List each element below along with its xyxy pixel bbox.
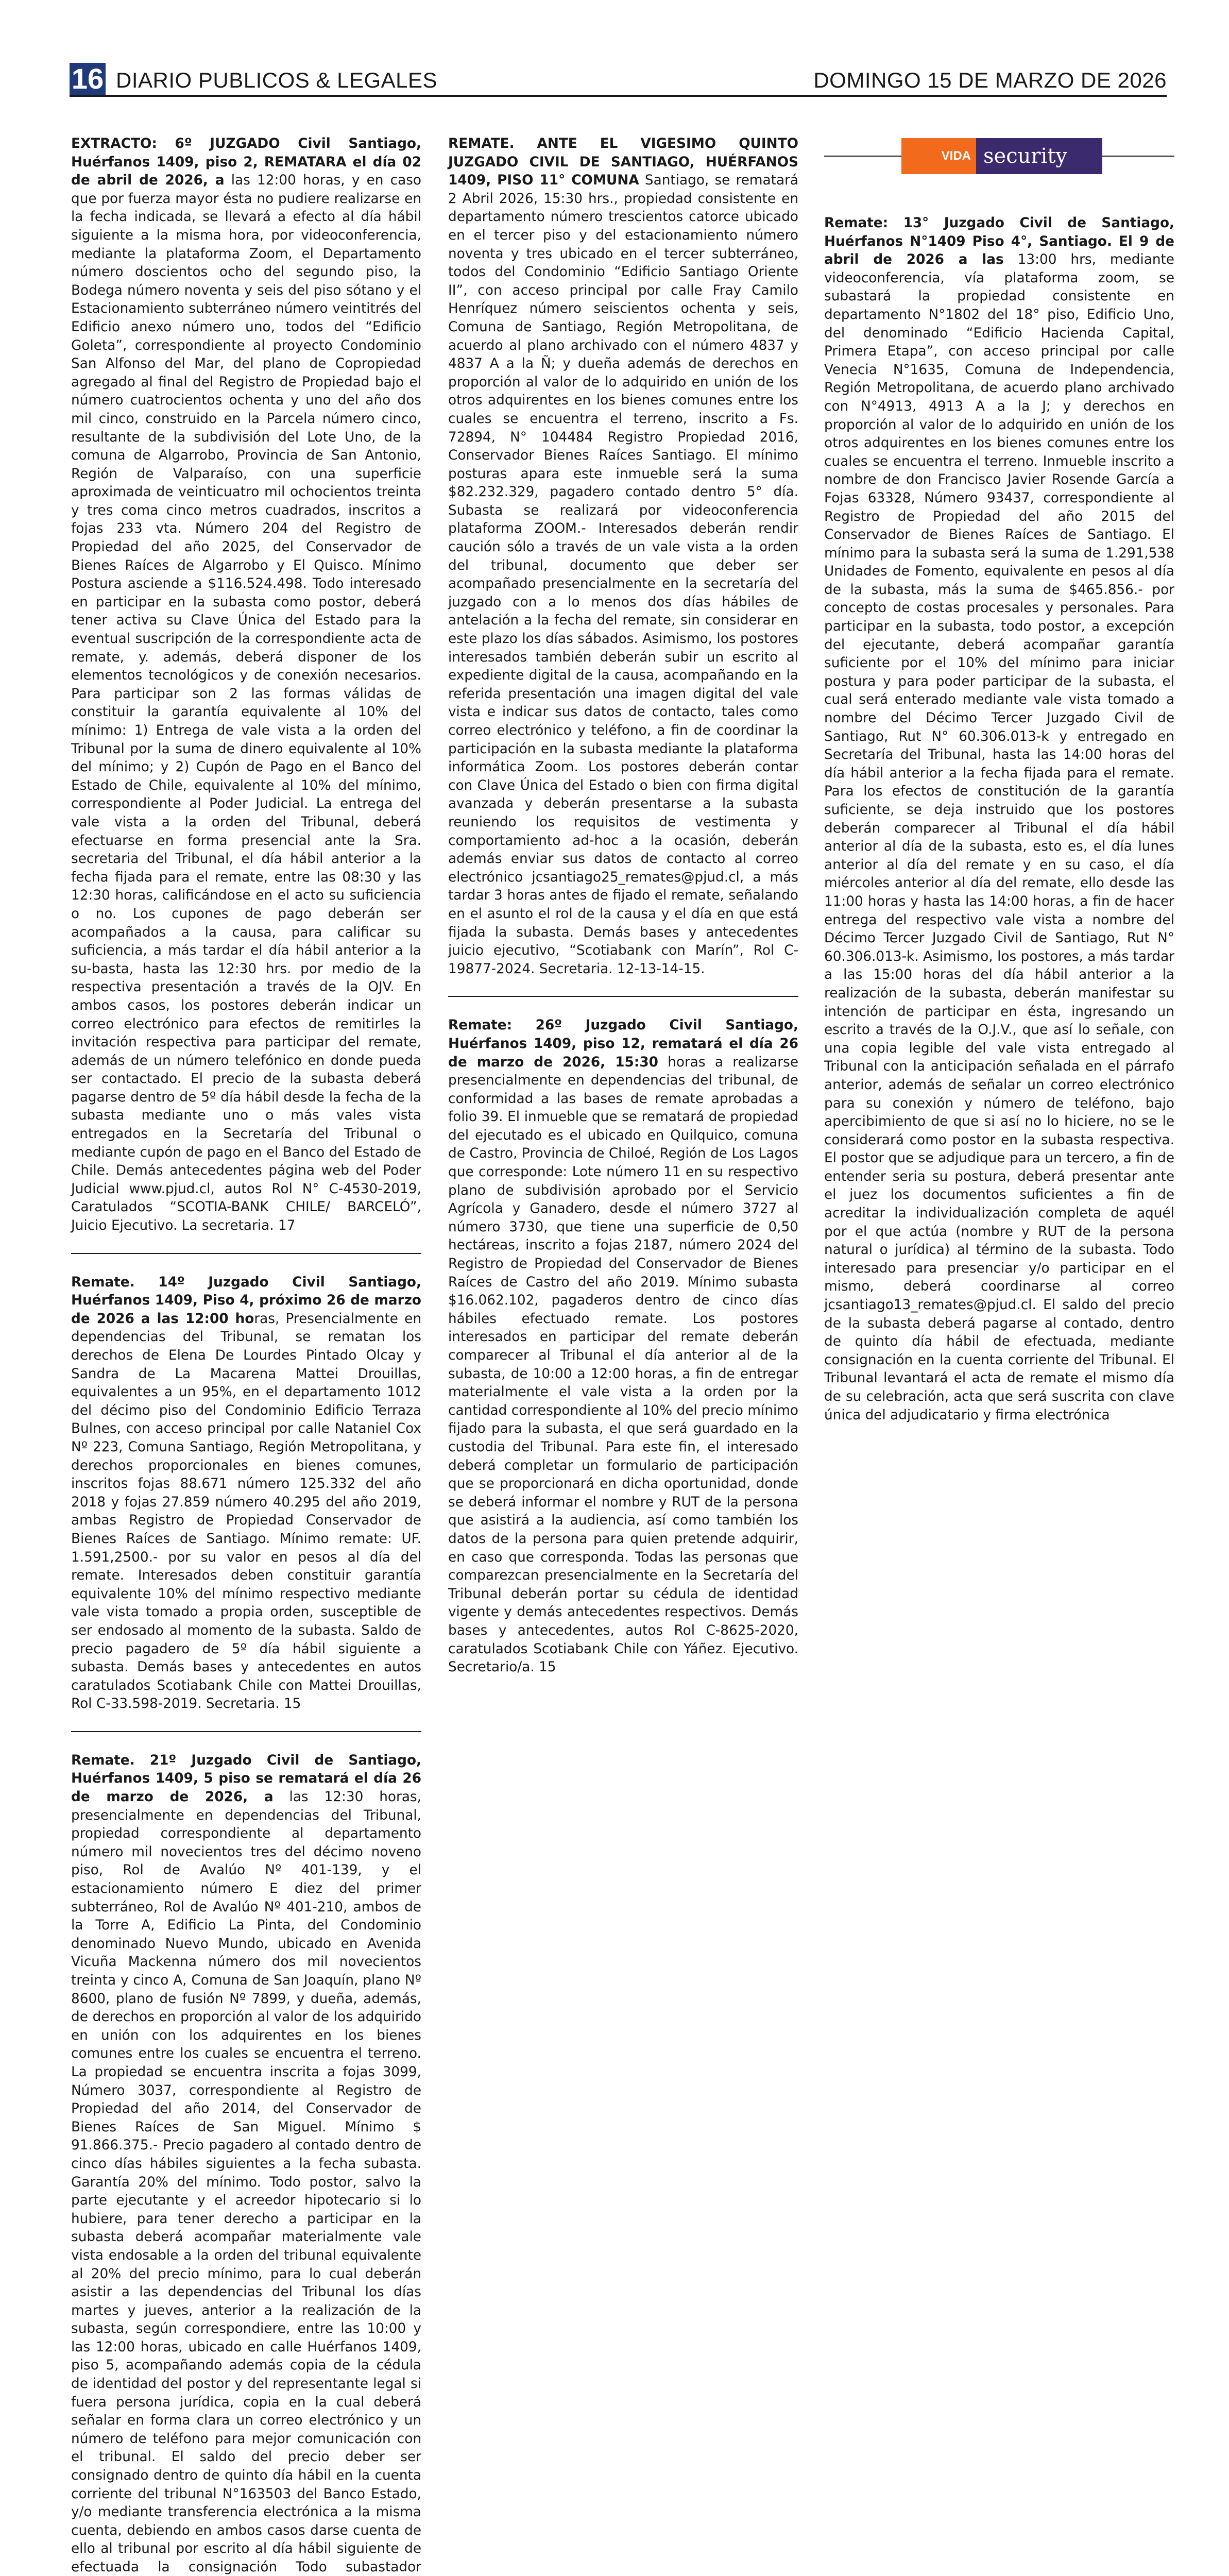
notice-lead: Remate. 14º Juzgado Civil Santiago, Huérfanos 1409, Piso 4, próximo 26 de marzo de 2026 a las 12:00 ho bbox=[71, 1274, 421, 1327]
notice-extracto-6-juzgado bbox=[71, 135, 421, 1235]
column-2 bbox=[448, 135, 798, 1789]
masthead bbox=[70, 63, 1167, 97]
notice-body: las 12:30 horas, presencialmente en dependencias del Tribunal, propiedad correspondiente al departamento número mil novecientos tres del décimo noveno piso, Rol de Avalúo Nº 401-139, y el estacionamiento número E diez del primer subterráneo, Rol de Avalúo Nº 401-210, ambos de la Torre A, Edificio La Pinta, del Condominio denominado Nuevo Mundo, ubicado en Avenida Vicuña Mackenna número dos mil novecientos treinta y cinco A, Comuna de San Joaquín, plano Nº 8600, plano de fusión Nº 7899, y dueña, además, de derechos en proporción al valor de los adquirido en unión con los adquirentes en los bienes comunes entre los cuales se encuentra el terreno. La propiedad se encuentra inscrita a fojas 3099, Número 3037, correspondiente al Registro de Propiedad del año 2014, del Conservador de Bienes Raíces de San Miguel. Mínimo $ 91.866.375.- Precio pagadero al contado dentro de cinco días hábiles siguientes a la fecha subasta. Garantía 20% del mínimo. Todo postor, salvo la parte ejecutante y el acreedor hipotecario si lo hubiere, para tener derecho a participar en la subasta deberá acompañar materialmente vale vista endosable a la orden del tribunal equivalente al 20% del precio mínimo, para lo cual deberán asistir a las dependencias del Tribunal los días martes y jueves, anterior a la realización de la subasta, según correspondiere, entre las 10:00 y las 12:00 horas, ubicado en calle Huérfanos 1409, piso 5, acompañando además copia de la cédula de identidad del postor y del representante legal si fuera persona jurídica, copia en la cual deberá señalar en forma clara un correo electrónico y un número de teléfono para mejor comunicación con el tribunal. El saldo del precio deber ser consignado dentro de quinto día hábil en la cuenta corriente del tribunal N°163503 del Banco Estado, y/o mediante transferencia electrónica a la misma cuenta, debiendo en ambos casos darse cuenta de ello al tribunal por escrito al día hábil siguiente de efectuada la consignación Todo subastador bbox=[71, 1789, 421, 2575]
notice-remate-21-juzgado bbox=[71, 1752, 421, 2576]
brand-vida: VIDA bbox=[901, 138, 976, 174]
section-title: DIARIO PUBLICOS & LEGALES bbox=[116, 68, 438, 92]
notice-remate-13-juzgado bbox=[824, 214, 1174, 1425]
brand-security: security bbox=[976, 138, 1102, 174]
notice-lead: REMATE. ANTE EL VIGESIMO QUINTO JUZGADO CIVIL DE SANTIAGO, HUÉRFANOS 1409, PISO 11° COMUNA bbox=[448, 136, 798, 189]
notice-lead: Remate: 26º Juzgado Civil Santiago, Huérfanos 1409, piso 12, rematará el día 26 de marzo de 2026, 15:30 bbox=[448, 1018, 798, 1070]
notice-divider bbox=[448, 996, 798, 997]
notice-divider bbox=[71, 1731, 421, 1732]
notice-remate-14-juzgado bbox=[71, 1274, 421, 1714]
notice-divider bbox=[71, 1253, 421, 1254]
notice-body: 13:00 hrs, mediante videoconferencia, vía plataforma zoom, se subastará la propiedad consistente en departamento N°1802 del 18° piso, Edificio Uno, del denominado “Edificio Hacienda Capital, Primera Etapa”, con acceso principal por calle Venecia N°1635, Comuna de Independencia, Región Metropolitana, de acuerdo plano archivado con N°4913, 4913 A a la J; y derechos en proporción al valor de lo adquirido en unión de los otros adquirentes en los bienes comunes entre los cuales se encuentra el terreno. Inmueble inscrito a nombre de don Francisco Javier Rosende García a Fojas 63328, Número 93437, correspondiente al Registro de Propiedad del año 2015 del Conservador de Bienes Raíces de Santiago. El mínimo para la subasta será la suma de 1.291,538 Unidades de Fomento, equivalente en pesos al día de la subasta, más la suma de $465.856.- por concepto de costas procesales y personales. Para participar en la subasta, todo postor, a excepción del ejecutante, deberá acompañar garantía suficiente por el 10% del mínimo para iniciar postura y para poder participar de la subasta, el cual será enterado mediante vale vista tomado a nombre del Décimo Tercer Juzgado Civil de Santiago, Rut N° 60.306.013-k y entregado en Secretaría del Tribunal, hasta las 14:00 horas del día hábil anterior a la fecha fijada para el remate. Para los efectos de constitución de la garantía suficiente, se deja instruido que los postores deberán comparecer al Tribunal el día hábil anterior al día de la subasta, esto es, el día lunes anterior al día del remate y en su caso, el día miércoles anterior al día del remate, ello desde las 11:00 horas y hasta las 14:00 horas, a fin de hacer entrega del respectivo vale vista a nombre del Décimo Tercer Juzgado Civil de Santiago, Rut N° 60.306.013-k. Asimismo, los postores, a más tardar a las 15:00 horas del día hábil anterior a la realización de la subasta, deberán manifestar su intención de participar en ésta, ingresando un escrito a través de la O.J.V., que así lo señale, con una copia legible del vale vista entregado al Tribunal con la anticipación señalada en el párrafo anterior, además de señalar un correo electrónico para su conexión y número de teléfono, bajo apercibimiento de que si así no lo hiciere, no se le considerará como postor en la subasta respectiva. El postor que se adjudique para un tercero, a fin de entender seria su postura, deberá presentar ante el juez los documentos suficientes a fin de acreditar la individualización completa de aquél por el que actúa (nombre y RUT de la persona natural o jurídica) al término de la subasta. Todo interesado para presenciar y/o participar en el mismo, deberá coordinarse al correo jcsantiago13_remates@pjud.cl. El saldo del precio de la subasta deberá pagarse al contado, dentro de quinto día hábil de efectuada, mediante consignación en la cuenta corriente del Tribunal. El Tribunal levantará el acta de remate el mismo día de su celebración, acta que será suscrita con clave única del adjudicatario y firma electrónica bbox=[824, 252, 1174, 1423]
notice-lead: Remate. 21º Juzgado Civil de Santiago, Huérfanos 1409, 5 piso se rematará el día 26 de marzo de 2026, a bbox=[71, 1752, 421, 1805]
vida-security-logo bbox=[901, 138, 1102, 174]
notice-lead: Remate: 13° Juzgado Civil de Santiago, Huérfanos N°1409 Piso 4°, Santiago. El 9 de abril de 2026 a las bbox=[824, 215, 1174, 268]
page-number: 16 bbox=[70, 63, 106, 95]
advertisement-banner bbox=[824, 144, 1174, 195]
notice-body: horas a realizarse presencialmente en dependencias del tribunal, de conformidad a las bases de remate aprobadas a folio 39. El inmueble que se rematará de propiedad del ejecutado es el ubicado en Quilquico, comuna de Castro, Provincia de Chiloé, Región de Los Lagos que corresponde: Lote número 11 en su respectivo plano de subdivisión aprobado por el Servicio Agrícola y Ganadero, desde el número 3727 al número 3730, que tiene una superficie de 0,50 hectáreas, inscrito a fojas 2187, número 2024 del Registro de Propiedad del Conservador de Bienes Raíces de Castro del año 2019. Mínimo subasta $16.062.102, pagaderos dentro de cinco días hábiles efectuado remate. Los postores interesados en participar del remate deberán comparecer al Tribunal el día anterior al de la subasta, de 10:00 a 12:00 horas, a fin de entregar materialmente el vale vista a la orden por la cantidad correspondiente al 10% del precio mínimo fijado para la subasta, el que será guardado en la custodia del Tribunal. Para este fin, el interesado deberá completar un formulario de participación que se proporcionará en dicha oportunidad, donde se deberá informar el nombre y RUT de la persona que asistirá a la audiencia, así como también los datos de la persona para quien pretende adquirir, en caso que corresponda. Todas las personas que comparezcan presencialmente en la Secretaría del Tribunal deberán portar su cédula de identidad vigente y demás antecedentes respectivos. Demás bases y antecedentes, autos Rol C-8625-2020, caratulados Scotiabank Chile con Yáñez. Ejecutivo. Secretario/a. 15 bbox=[448, 1054, 799, 1675]
column-1 bbox=[71, 135, 421, 2575]
notice-lead: EXTRACTO: 6º JUZGADO Civil Santiago, Huérfanos 1409, piso 2, REMATARA el día 02 de abril de 2026, a bbox=[71, 136, 421, 189]
notice-remate-26-juzgado bbox=[448, 1016, 798, 1676]
notice-body: Santiago, se rematará 2 Abril 2026, 15:30 hrs., propiedad consistente en departamento número trescientos catorce ubicado en el tercer piso y del estacionamiento número noventa y tres ubicado en el tercer subterráneo, todos del Condominio “Edificio Santiago Oriente II”, con acceso principal por calle Fray Camilo Henríquez número seiscientos ochenta y seis, Comuna de Santiago, Región Metropolitana, de acuerdo al plano archivado con el número 4837 y 4837 A a la Ñ; y dueña además de derechos en proporción al valor de lo adquirido en unión de los otros adquirentes en los bienes comunes entre los cuales se encuentra el terreno, inscrito a Fs. 72894, N° 104484 Registro Propiedad 2016, Conservador Bienes Raíces Santiago. El mínimo posturas apara este inmueble será la suma $82.232.329, pagadero contado dentro 5° día. Subasta se realizará por videoconferencia plataforma ZOOM.- Interesados deberán rendir caución sólo a través de un vale vista a la orden del tribunal, documento que deber ser acompañado presencialmente en la secretaría del juzgado con a lo menos dos días hábiles de antelación a la fecha del remate, sin considerar en este plazo los días sábados. Asimismo, los postores interesados también deberán subir un escrito al expediente digital de la causa, acompañando en la referida presentación una imagen digital del vale vista e indicar sus datos de contacto, tales como correo electrónico y teléfono, a fin de coordinar la participación en la subasta mediante la plataforma informática Zoom. Los postores deberán contar con Clave Única del Estado o bien con firma digital avanzada y deberán presentarse a la subasta reuniendo los requisitos de vestimenta y comportamiento ad-hoc a la ocasión, deberán además enviar sus datos de contacto al correo electrónico jcsantiago25_remates@pjud.cl, a más tardar 3 horas antes de fijado el remate, señalando en el asunto el rol de la causa y el día en que está fijada la subasta. Demás bases y antecedentes juicio ejecutivo, “Scotiabank con Marín”, Rol C-19877-2024. Secretaria. 12-13-14-15. bbox=[448, 173, 799, 977]
notice-body: ras, Presencialmente en dependencias del Tribunal, se rematan los derechos de Elena De Lourdes Pintado Olcay y Sandra de La Macarena Mattei Drouillas, equivalentes a un 95%, en el departamento 1012 del décimo piso del Condominio Edificio Terraza Bulnes, con acceso principal por calle Nataniel Cox Nº 223, Comuna Santiago, Región Metropolitana, y derechos proporcionales en bienes comunes, inscritos fojas 88.671 número 125.332 del año 2018 y fojas 27.859 número 40.295 del año 2019, ambas Registro de Propiedad Conservador de Bienes Raíces de Santiago. Mínimo remate: UF. 1.591,2500.- por su valor en pesos al día del remate. Interesados deben constituir garantía equivalente 10% del mínimo respectivo mediante vale vista tomado a propia orden, susceptible de ser endosado al momento de la subasta. Saldo de precio pagadero de 5º día hábil siguiente a subasta. Demás bases y antecedentes en autos caratulados Scotiabank Chile con Mattei Drouillas, Rol C-33.598-2019. Secretaria. 15 bbox=[71, 1311, 421, 1712]
column-3 bbox=[824, 135, 1174, 1789]
issue-date: DOMINGO 15 DE MARZO DE 2026 bbox=[813, 68, 1167, 92]
notice-body: las 12:00 horas, y en caso que por fuerza mayor ésta no pudiere realizarse en la fecha indicada, se llevará a efecto al día hábil siguiente a la misma hora, por videoconferencia, mediante la plataforma Zoom, el Departamento número doscientos ocho del segundo piso, la Bodega número noventa y seis del piso sótano y el Estacionamiento subterráneo número veintitrés del Edificio anexo número uno, todos del “Edificio Goleta”, correspondiente al proyecto Condominio San Alfonso del Mar, del plano de Copropiedad agregado al final del Registro de Propiedad bajo el número cuatrocientos ochenta y uno del año dos mil cinco, construido en la Parcela número cinco, resultante de la subdivisión del Lote Uno, de la comuna de Algarrobo, Provincia de San Antonio, Región de Valparaíso, con una superficie aproximada de veinticuatro mil ochocientos treinta y tres coma cinco metros cuadrados, inscritos a fojas 233 vta. Número 204 del Registro de Propiedad del año 2025, del Conservador de Bienes Raíces de Algarrobo y El Quisco. Mínimo Postura asciende a $116.524.498. Todo interesado en participar en la subasta como postor, deberá tener activa su Clave Única del Estado para la eventual suscripción de la correspondiente acta de remate, y. además, deberá disponer de los elementos tecnológicos y de conexión necesarios. Para participar son 2 las formas válidas de constituir la garantía equivalente al 10% del mínimo: 1) Entrega de vale vista a la orden del Tribunal por la suma de dinero equivalente al 10% del mínimo; y 2) Cupón de Pago en el Banco del Estado de Chile, equivalente al 10% del mínimo, correspondiente al Poder Judicial. La entrega del vale vista a la orden del Tribunal, deberá efectuarse en forma presencial ante la Sra. secretaria del Tribunal, el día hábil anterior a la fecha fijada para el remate, entre las 08:30 y las 12:30 horas, calificándose en el acto su suficiencia o no. Los cupones de pago deberán ser acompañados a la causa, para calificar su suficiencia, a más tardar el día hábil anterior a la su-basta, hasta las 12:30 hrs. por medio de la respectiva presentación a través de la OJV. En ambos casos, los postores deberán indicar un correo electrónico para efectos de remitirles la invitación respectiva para participar del remate, además de un número telefónico en donde pueda ser contactado. El precio de la subasta deberá pagarse dentro de 5º día hábil desde la fecha de la subasta mediante uno o más vales vista entregados en la Secretaría del Tribunal o mediante cupón de pago en el Banco del Estado de Chile. Demás antecedentes página web del Poder Judicial www.pjud.cl, autos Rol N° C-4530-2019, Caratulados “SCOTIA-BANK CHILE/ BARCELÓ”, Juicio Ejecutivo. La secretaria. 17 bbox=[71, 173, 421, 1234]
notice-remate-25-juzgado bbox=[448, 135, 798, 978]
